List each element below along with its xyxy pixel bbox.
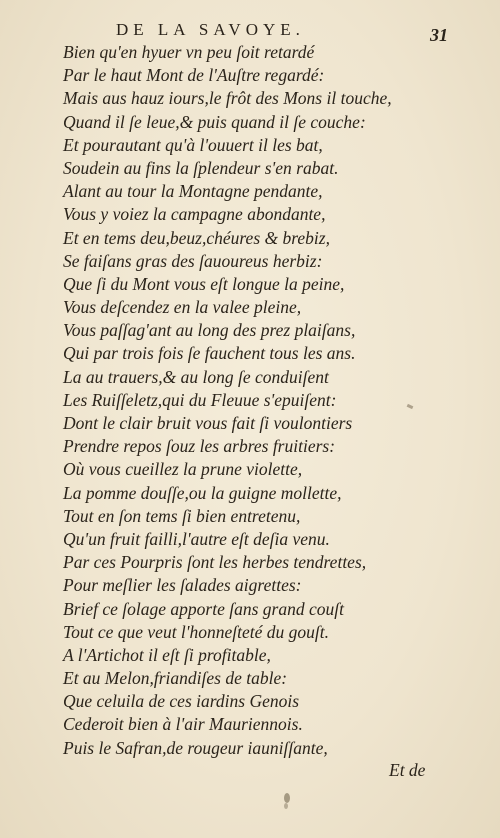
verse-line: Tout ce que veut l'honneſteté du gouſt. xyxy=(63,621,330,642)
verse-line: Dont le clair bruit vous fait ſi voulontiers xyxy=(63,413,353,433)
verse-line: Que ſi du Mont vous eſt longue la peine, xyxy=(63,273,345,294)
verse-line: Alant au tour la Montagne pendante, xyxy=(63,181,323,202)
verse-line: Vous paſſag'ant au long des prez plaiſans, xyxy=(63,320,356,341)
verse-line: La pomme douſſe,ou la guigne mollette, xyxy=(63,482,342,503)
running-title: DE LA SAVOYE. xyxy=(116,20,305,39)
verse-line: Les Ruiſſeletz,qui du Fleuue s'epuiſent: xyxy=(63,389,337,410)
verse-line: Vous y voiez la campagne abondante, xyxy=(63,204,326,225)
verse-line: Qu'un fruit failli,l'autre eſt deſia venu. xyxy=(63,528,330,549)
verse-line: Pour meſlier les ſalades aigrettes: xyxy=(63,575,302,596)
verse-line: Que celuila de ces iardins Genois xyxy=(63,691,300,712)
page-number: 31 xyxy=(430,25,448,45)
verse-line: Bien qu'en hyuer vn peu ſoit retardé xyxy=(63,42,315,62)
verse-line: Prendre repos ſouz les arbres fruitiers: xyxy=(63,436,336,457)
verse-line: Qui par trois fois ſe fauchent tous les ans. xyxy=(63,343,356,364)
verse-line: Quand il ſe leue,& puis quand il ſe couche: xyxy=(63,111,366,132)
verse-line: Par le haut Mont de l'Auſtre regardé: xyxy=(63,65,325,86)
verse-line: Vous deſcendez en la valee pleine, xyxy=(63,297,302,318)
verse-line: Brief ce ſolage apporte ſans grand couſt xyxy=(63,598,344,619)
verse-line: Et pourautant qu'à l'ouuert il les bat, xyxy=(63,134,323,155)
verse-line: A l'Artichot il eſt ſi profitable, xyxy=(63,644,271,665)
verse-line: La au trauers,& au long ſe conduiſent xyxy=(63,366,329,387)
verse-line: Mais aus hauz iours,le frôt des Mons il touche, xyxy=(63,88,392,109)
verse-line: Où vous cueillez la prune violette, xyxy=(63,459,303,480)
catchword: Et de xyxy=(389,760,426,780)
verse-line: Et au Melon,friandiſes de table: xyxy=(63,668,288,689)
verse-line: Par ces Pourpris ſont les herbes tendrettes, xyxy=(63,552,367,573)
poem-text xyxy=(63,41,473,760)
ink-smudge xyxy=(280,790,294,812)
verse-line: Puis le Safran,de rougeur iauniſſante, xyxy=(63,737,328,758)
verse-line: Se faiſans gras des ſauoureus herbiz: xyxy=(63,250,323,271)
verse-line: Cederoit bien à l'air Mauriennois. xyxy=(63,714,303,735)
verse-line: Et en tems deu,beuz,chéures & brebiz, xyxy=(63,227,330,248)
verse-line: Soudein au fins la ſplendeur s'en rabat. xyxy=(63,157,339,178)
verse-line: Tout en ſon tems ſi bien entretenu, xyxy=(63,505,301,526)
